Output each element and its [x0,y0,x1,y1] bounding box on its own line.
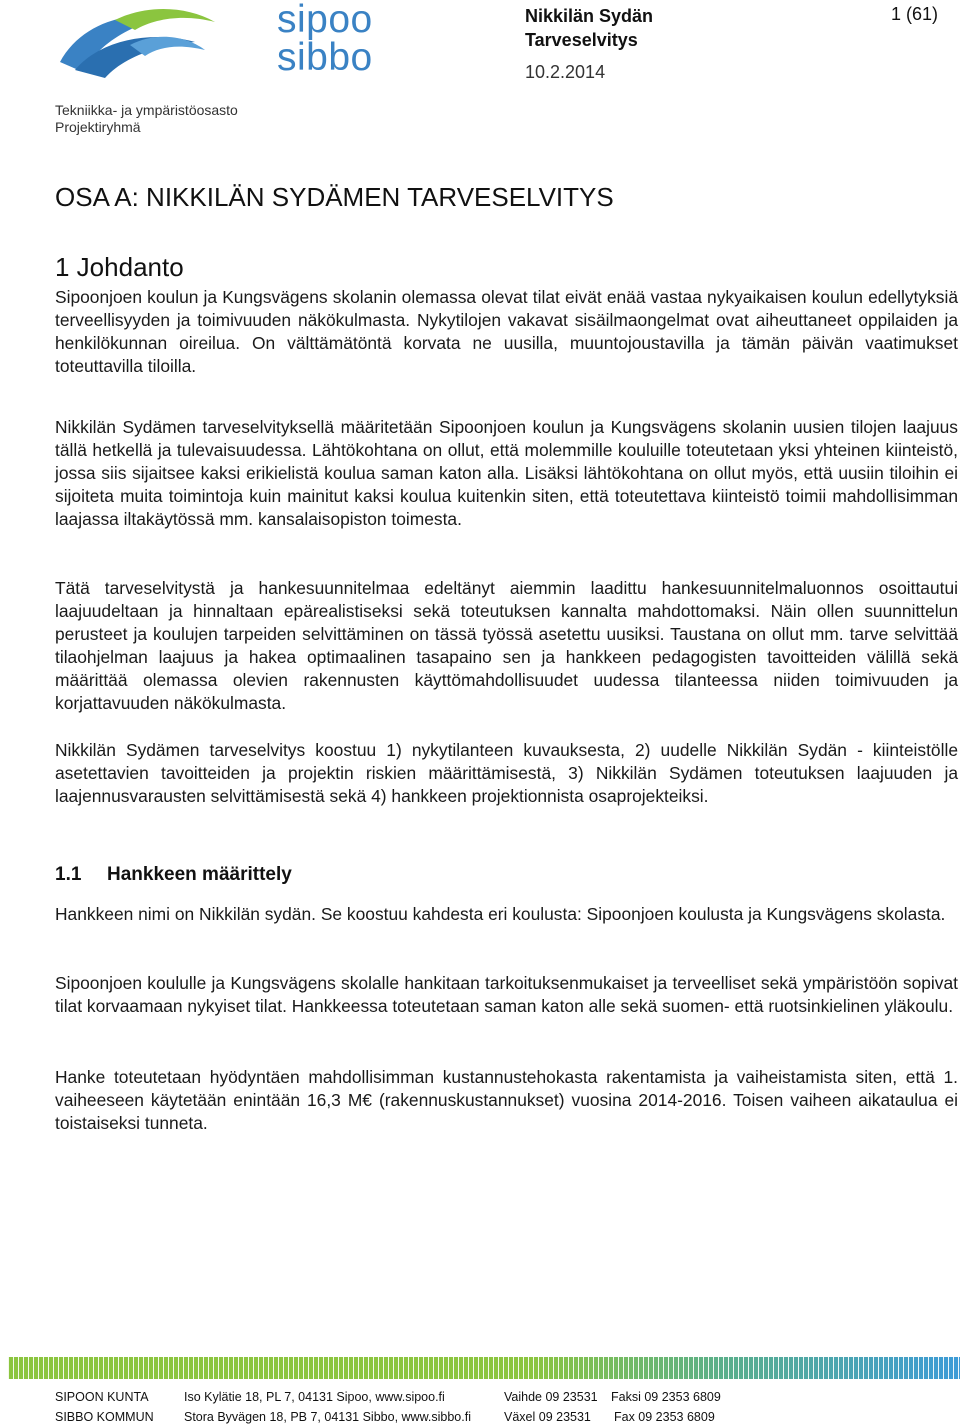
project-group: Projektiryhmä [55,119,141,135]
footer-address: Iso Kylätie 18, PL 7, 04131 Sipoo, www.sipoo.fi [184,1390,445,1404]
paragraph-6: Sipoonjoen koululle ja Kungsvägens skolalle hankitaan tarkoituksenmukaiset ja terveelliset sekä ympäristöön sopivat tilat korvaamaan nykyiset tilat. Hankkeessa toteutetaan saman katon alle sekä suomen- että ruotsinkielinen yläkoulu. [55,973,958,1016]
footer-phone: Växel 09 23531 [504,1410,591,1424]
footer-fax: Fax 09 2353 6809 [614,1410,715,1424]
department: Tekniikka- ja ympäristöosasto [55,102,238,118]
document-title [525,4,653,52]
document-date: 10.2.2014 [525,62,606,82]
document-title-line1: Nikkilän Sydän [525,6,654,26]
section-number: 1.1 [55,864,82,885]
paragraph-1: Sipoonjoen koulun ja Kungsvägens skolanin olemassa olevat tilat eivät enää vastaa nykyaikaisen koulun edellytyksiä terveellisyyden ja toimivuuden näkökulmasta. Nykytilojen vakavat sisäilmaongelmat ovat aiheuttaneet oppilaiden ja henkilökunnan oireilua. On välttämätöntä korvata ne uusilla, muuntojoustavilla ja tämän päivän vaatimukset toteuttavilla tiloilla. [55,287,958,376]
footer-org: SIBBO KOMMUN [55,1410,154,1424]
section-title: Hankkeen määrittely [107,864,292,885]
footer-fax: Faksi 09 2353 6809 [611,1390,721,1404]
footer-color-bar [8,1357,960,1379]
paragraph-2: Nikkilän Sydämen tarveselvityksellä määritetään Sipoonjoen koulun ja Kungsvägens skolanin uusien tilojen laajuus tällä hetkellä ja tulevaisuudessa. Lähtökohtana on ollut, että molemmille kouluille toteutetaan yksi yhteinen kiinteistö, jossa siis sijaitsee kaksi erikielistä koulua saman katon alla. Lisäksi lähtökohtana on ollut myös, että uusiin tiloihin ei sijoiteta muita toimintoja kuin mainitut kaksi koulua kuitenkin siten, että toteutettava kiinteistö toimii mahdollisimman laajassa iltakäytössä mm. kansalaisopiston toimesta. [55,417,958,529]
section-heading-johdanto: 1 Johdanto [55,252,184,282]
section-heading-hankkeen-maarittely [55,864,292,886]
document-title-line2: Tarveselvitys [525,30,638,50]
page-number: 1 (61) [890,4,938,24]
paragraph-7: Hanke toteutetaan hyödyntäen mahdollisimman kustannustehokasta rakentamista ja vaiheistamista siten, että 1. vaiheeseen käytetään enintään 16,3 M€ (rakennuskustannukset) vuosina 2014-2016. Toisen vaiheen aikataulua ei toistaiseksi tunneta. [55,1067,958,1133]
footer-address: Stora Byvägen 18, PB 7, 04131 Sibbo, www.sibbo.fi [184,1410,471,1424]
main-heading: OSA A: NIKKILÄN SYDÄMEN TARVESELVITYS [55,182,614,212]
wave-logo-icon [55,0,225,80]
logo-text-sibbo: sibbo [277,36,373,79]
paragraph-3: Tätä tarveselvitystä ja hankesuunnitelmaa edeltänyt aiemmin laadittu hankesuunnitelmaluonnos osoittautui laajuudeltaan ja hinnaltaan epärealistiseksi sekä toteutuksen kannalta mahdottomaksi. Näin ollen suunnittelun perusteet ja koulujen tarpeiden selvittäminen on tässä työssä asetettu uusiksi. Taustana on ollut mm. tarve selvittää tilaohjelman laajuus ja hakea optimaalinen tasapaino sen ja hankkeen pedagogisten tavoitteiden välillä sekä määrittää olemassa olevien rakennusten käyttömahdollisuudet uudessa tilanteessa niiden toimivuuden ja korjattavuuden näkökulmasta. [55,578,958,713]
paragraph-4: Nikkilän Sydämen tarveselvitys koostuu 1) nykytilanteen kuvauksesta, 2) uudelle Nikkilän Sydän - kiinteistölle asetettavien tavoitteiden ja projektin riskien määrittämisestä, 3) Nikkilän Sydämen toteutuksen laajuuden ja laajennusvarausten selvittämisestä sekä 4) hankkeen projektionnista osaprojekteiksi. [55,740,958,806]
logo-text-sipoo: sipoo [277,0,373,41]
paragraph-5: Hankkeen nimi on Nikkilän sydän. Se koostuu kahdesta eri koulusta: Sipoonjoen koulusta ja Kungsvägens skolasta. [55,904,946,924]
sipoo-logo [55,0,373,80]
footer-org: SIPOON KUNTA [55,1390,149,1404]
footer-phone: Vaihde 09 23531 [504,1390,598,1404]
